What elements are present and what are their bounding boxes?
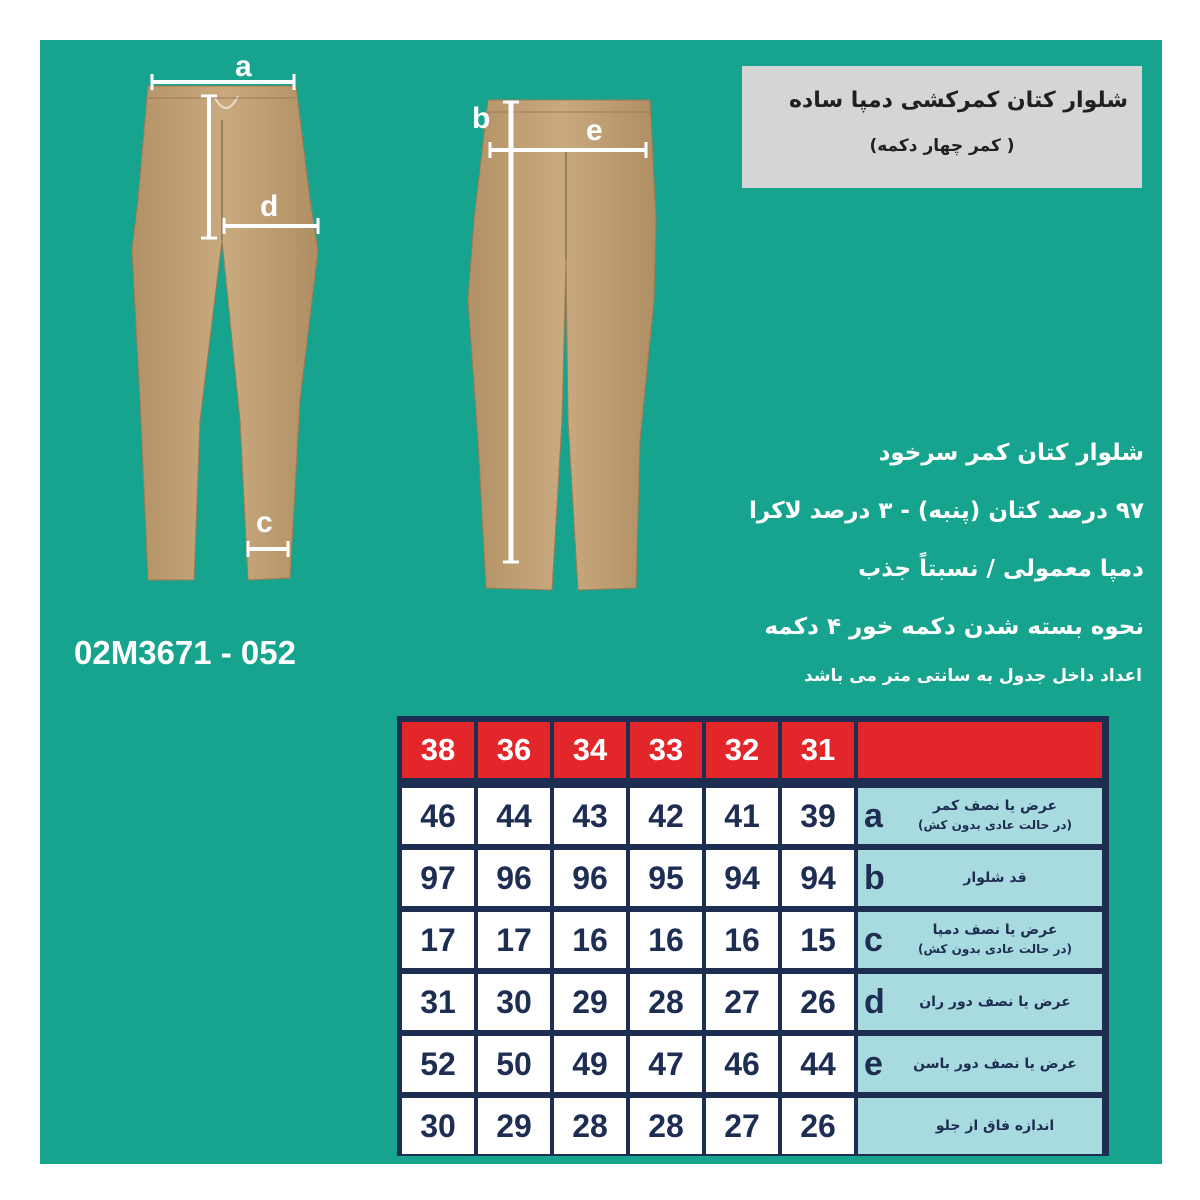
size-value-cell: 46: [706, 1036, 778, 1092]
size-value-cell: 16: [554, 912, 626, 968]
measurement-label-cell: [858, 1036, 1102, 1092]
size-value-cell: 31: [402, 974, 474, 1030]
measurement-description: [888, 1117, 1102, 1136]
size-header-cell: 32: [706, 722, 778, 778]
units-note: اعداد داخل جدول به سانتی متر می باشد: [804, 666, 1142, 686]
feature-list: [749, 428, 1144, 660]
size-value-cell: 42: [630, 788, 702, 844]
size-value-cell: 39: [782, 788, 854, 844]
feature-item: ۹۷ درصد کتان (پنبه) - ۳ درصد لاکرا: [749, 498, 1144, 524]
size-value-cell: 17: [478, 912, 550, 968]
product-subtitle: ( کمر چهار دکمه): [869, 136, 1015, 156]
measurement-label-cell: [858, 850, 1102, 906]
size-value-cell: 50: [478, 1036, 550, 1092]
measure-b-label: b: [472, 102, 491, 135]
measurement-letter: e: [864, 1044, 883, 1083]
measurement-description-note: (در حالت عادی بدون کش): [917, 818, 1073, 832]
size-value-cell: 28: [630, 1098, 702, 1154]
measurement-description-line: عرض یا نصف دور باسن: [913, 1055, 1077, 1072]
size-header-cell: 34: [554, 722, 626, 778]
measurement-description: [888, 797, 1102, 835]
pants-back-view: [468, 100, 656, 590]
size-header-cell: 33: [630, 722, 702, 778]
feature-item: شلوار کتان کمر سرخود: [878, 440, 1144, 466]
size-value-cell: 43: [554, 788, 626, 844]
measurement-letter: b: [864, 858, 885, 897]
size-value-cell: 26: [782, 974, 854, 1030]
measurement-description: [888, 921, 1102, 959]
size-value-cell: 41: [706, 788, 778, 844]
measurement-description-line: عرض یا نصف دور ران: [919, 993, 1071, 1010]
pants-front-view: [132, 86, 318, 580]
measure-c-label: c: [256, 506, 273, 539]
measurement-label-cell: [858, 912, 1102, 968]
product-title: شلوار کتان کمرکشی دمپا ساده: [788, 88, 1128, 113]
measure-e-label: e: [586, 114, 603, 147]
measurement-description-line: عرض یا نصف کمر: [932, 798, 1058, 814]
size-value-cell: 95: [630, 850, 702, 906]
size-value-cell: 44: [782, 1036, 854, 1092]
measurement-letter: d: [864, 982, 885, 1021]
measurement-description-line: اندازه فاق از جلو: [935, 1117, 1055, 1134]
size-value-cell: 29: [478, 1098, 550, 1154]
size-header-cell: 31: [782, 722, 854, 778]
size-value-cell: 17: [402, 912, 474, 968]
size-value-cell: 26: [782, 1098, 854, 1154]
size-value-cell: 27: [706, 1098, 778, 1154]
size-value-cell: 28: [554, 1098, 626, 1154]
measure-d-label: d: [260, 190, 279, 223]
size-value-cell: 96: [478, 850, 550, 906]
size-value-cell: 30: [478, 974, 550, 1030]
size-value-cell: 16: [630, 912, 702, 968]
size-value-cell: 16: [706, 912, 778, 968]
measurement-label-cell: [858, 788, 1102, 844]
measurement-description: [888, 993, 1102, 1012]
model-code: 02M3671 - 052: [74, 634, 296, 671]
size-header-cell: 38: [402, 722, 474, 778]
measurement-letter: c: [864, 920, 883, 959]
size-value-cell: 47: [630, 1036, 702, 1092]
measurement-description: [888, 1055, 1102, 1074]
size-value-cell: 49: [554, 1036, 626, 1092]
size-value-cell: 28: [630, 974, 702, 1030]
feature-item: دمپا معمولی / نسبتاً جذب: [858, 556, 1144, 582]
size-value-cell: 97: [402, 850, 474, 906]
measurement-description-note: (در حالت عادی بدون کش): [917, 942, 1073, 956]
size-value-cell: 27: [706, 974, 778, 1030]
size-value-cell: 44: [478, 788, 550, 844]
measurement-label-cell: [858, 1098, 1102, 1154]
measurement-letter: a: [864, 796, 883, 835]
measurement-description: [888, 869, 1102, 888]
header-label-cell: [858, 722, 1102, 778]
size-table: [397, 716, 1109, 1156]
size-header-cell: 36: [478, 722, 550, 778]
size-value-cell: 15: [782, 912, 854, 968]
size-value-cell: 94: [706, 850, 778, 906]
size-value-cell: 46: [402, 788, 474, 844]
size-value-cell: 96: [554, 850, 626, 906]
feature-item: نحوه بسته شدن دکمه خور ۴ دکمه: [764, 614, 1144, 640]
size-value-cell: 52: [402, 1036, 474, 1092]
measure-a-label: a: [235, 50, 252, 83]
measurement-description-line: عرض یا نصف دمپا: [932, 922, 1058, 938]
title-box: [742, 66, 1142, 188]
measurement-label-cell: [858, 974, 1102, 1030]
size-value-cell: 94: [782, 850, 854, 906]
size-value-cell: 30: [402, 1098, 474, 1154]
measurement-description-line: قد شلوار: [963, 869, 1027, 886]
size-value-cell: 29: [554, 974, 626, 1030]
